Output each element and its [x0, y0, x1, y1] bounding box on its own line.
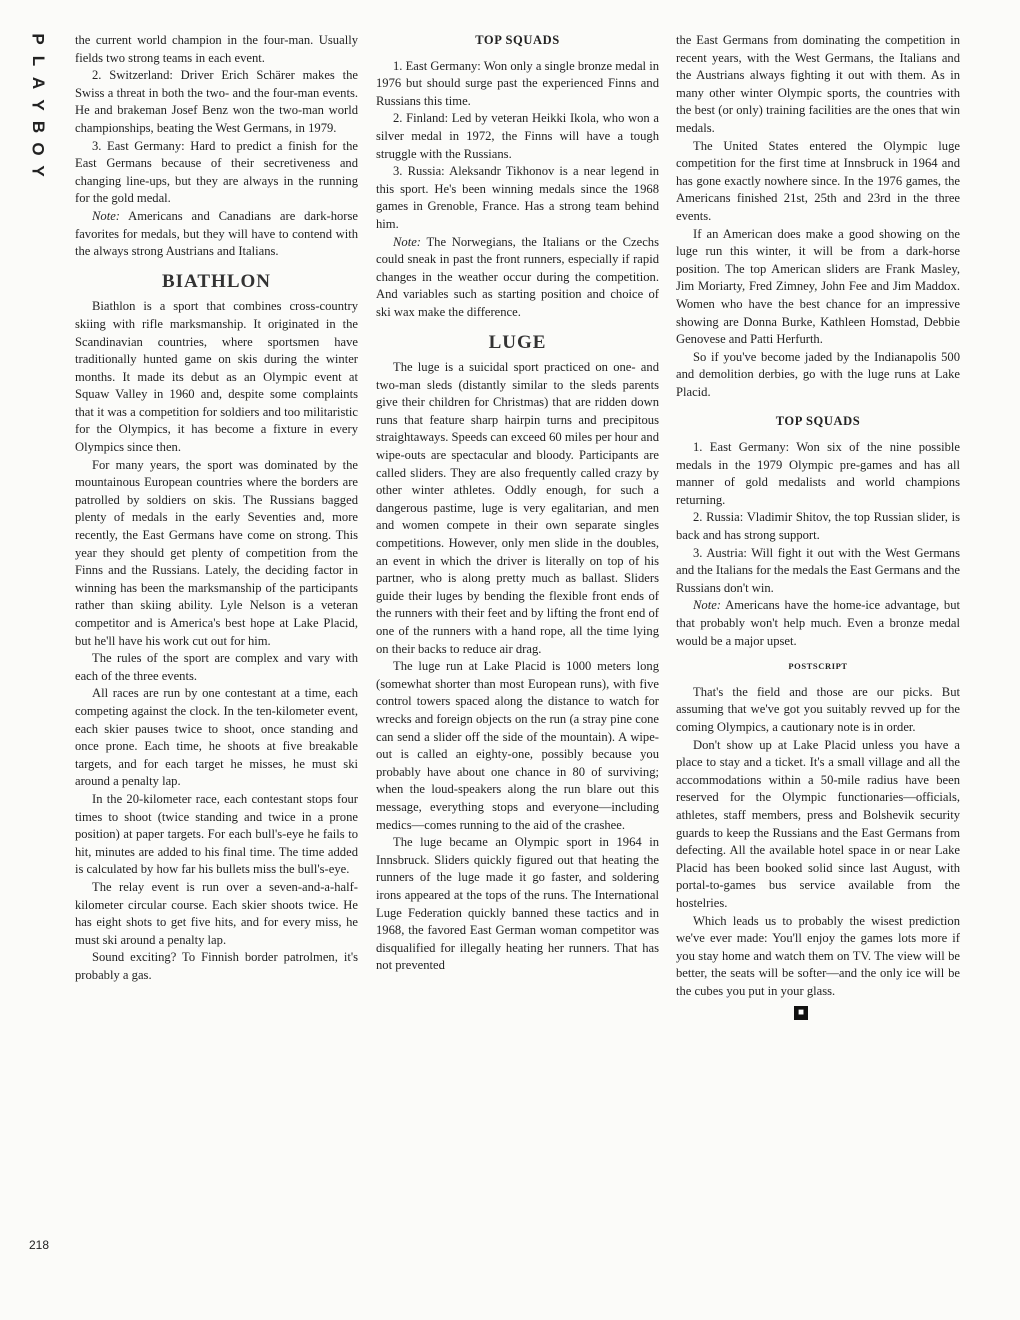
- paragraph: The luge is a suicidal sport practiced on one- and two-man sleds (distantly similar to the sleds parents give their children for Christmas) that are ridden down runs that feature sharp hairpin turns and precipitous straightaways. Speeds can exceed 60 miles per hour and wipe-outs are spectacular and bloody. Participants are called sliders. They are also frequently called crazy by other winter athletes. Oddly enough, for such a dangerous pastime, luge is very egalitarian, and men and women compete in their own separate singles competitions. However, only men slide in the doubles, an event in which the driver is literally on top of his partner, who is along pretty much as ballast. Sliders guide their luges by bending the flexible front ends of the runners with their feet and by lifting the front end of one of the runners with a hand rope, all the time lying on their backs to reduce air drag.: [376, 360, 659, 656]
- paragraph: the current world champion in the four-man. Usually fields two strong teams in each event.: [75, 33, 358, 65]
- column-3: [676, 32, 960, 1021]
- paragraph: So if you've become jaded by the Indianapolis 500 and demolition derbies, go with the luge runs at Lake Placid.: [676, 349, 960, 399]
- masthead-letter: Y: [29, 165, 48, 177]
- end-mark-rabbit-icon: ■: [676, 1000, 960, 1021]
- note-text: Americans have the home-ice advantage, but that probably won't help much. Even a bronze medal would be a major upset.: [676, 598, 960, 648]
- section-heading-luge: LUGE: [488, 331, 547, 353]
- paragraph: Which leads us to probably the wisest prediction we've ever made: You'll enjoy the games lots more if you stay home and watch them on TV. The view will be better, the seats will be softer—and the only ice will be the cubes you put in your glass.: [676, 913, 960, 998]
- paragraph: The United States entered the Olympic luge competition for the first time at Innsbruck in 1964 and has gone exactly nowhere since. In the 1976 games, the Americans finished 21st, 25th and 23rd in the three events.: [676, 138, 960, 223]
- column-2: [376, 32, 659, 975]
- note-text: The Norwegians, the Italians or the Czechs could sneak in past the front runners, especially if rapid changes in the weather occur during the competition. And variables such as starting position and choice of ski wax make the difference.: [376, 234, 659, 319]
- paragraph: 2. Switzerland: Driver Erich Schärer makes the Swiss a threat in both the two- and the four-man events. He and brakeman Josef Benz won the two-man world championships, beating the West Germans, in 1979.: [75, 68, 358, 135]
- paragraph: 3. Austria: Will fight it out with the West Germans and the Italians for the medals the East Germans and the Russians don't win.: [676, 545, 960, 595]
- note-paragraph: [376, 234, 659, 322]
- note-text: Americans and Canadians are dark-horse favorites for medals, but they will have to contend with the always strong Austrians and Italians.: [75, 208, 358, 259]
- masthead-letter: L: [28, 55, 48, 67]
- paragraph: The luge became an Olympic sport in 1964 in Innsbruck. Sliders quickly figured out that heating the runners of the luge made it go faster, and soldering irons appeared at the tops of the runs. The International Luge Federation quickly banned these tactics and in 1968, the favored East German woman competitor was disqualified for illegally heating her runners. That has not prevented: [376, 835, 659, 973]
- masthead-letter: A: [29, 76, 48, 90]
- paragraph: 3. East Germany: Hard to predict a finish for the East Germans because of their secretiveness and changing line-ups, but they are always in the running for the gold medal.: [75, 138, 358, 206]
- paragraph: Don't show up at Lake Placid unless you have a place to stay and a ticket. It's a small village and all the accommodations within a 50-mile radius have been reserved for the Olympic functionaries—officials, athletes, staff members, press and Bolshevik security guards to keep the Russians and the East Germans from defecting. All the available hotel space in or near Lake Placid has been booked solid since last August, with portal-to-games bus service available from the hostelries.: [676, 737, 960, 910]
- note-label: Note:: [693, 598, 721, 613]
- paragraph: All races are run by one contestant at a time, each competing against the clock. In the ten-kilometer event, each skier pauses twice to shoot, once standing and once prone. Each time, he shoots at five breakable targets, and for each target he misses, he must ski around a penalty lap.: [75, 686, 358, 789]
- paragraph: 2. Russia: Vladimir Shitov, the top Russian slider, is back and has strong support.: [676, 510, 960, 543]
- paragraph: 1. East Germany: Won six of the nine possible medals in the 1979 Olympic pre-games and has all manner of gold medalists and world champions returning.: [676, 440, 960, 507]
- page-number: 218: [29, 1238, 50, 1252]
- paragraph: Biathlon is a sport that combines cross-country skiing with rifle marksmanship. It originated in the Scandinavian countries, where sportsmen have traditionally hunted game on skis during the winter months. It made its debut as an Olympic event at Squaw Valley in 1960 and, despite some complaints that it was a competition for soldiers and too militaristic for the Olympics, it has become a fixture in every Olympics since then.: [75, 299, 358, 455]
- note-label: Note:: [393, 234, 421, 249]
- paragraph: the East Germans from dominating the competition in recent years, with the West Germans, the Italians and the Austrians always fighting it out with them. As in many other winter Olympic sports, the countries with the best (or only) training facilities are the ones that win medals.: [676, 33, 960, 135]
- note-label: Note:: [92, 208, 120, 223]
- section-heading-biathlon: BIATHLON: [161, 270, 271, 292]
- subheading-postscript: POSTSCRIPT: [788, 661, 848, 672]
- paragraph: For many years, the sport was dominated by the mountainous European countries where the borders are patrolled by soldiers on skis. The Russians bagged plenty of medals in the early Seventies and, more recently, the East Germans have come on strong. This year they should get plenty of competition from the Finns and the Russians. Lately, the deciding factor in winning has been the marksmanship of the participants rather than skiing ability. Lyle Nelson is a veteran competitor and is America's best hope at Lake Placid, but he'll have his work cut out for him.: [75, 457, 358, 648]
- paragraph: Sound exciting? To Finnish border patrolmen, it's probably a gas.: [75, 950, 358, 982]
- paragraph: 2. Finland: Led by veteran Heikki Ikola, who won a silver medal in 1972, the Finns will have a tough struggle with the Russians.: [376, 111, 659, 161]
- paragraph: That's the field and those are our picks. But assuming that we've got you suitably revved up for the coming Olympics, a cautionary note is in order.: [676, 684, 960, 734]
- paragraph: In the 20-kilometer race, each contestant stops four times to shoot (twice standing and twice in a prone position) at paper targets. For each bull's-eye he fails to hit, minutes are added to his final time. The time added is calculated by how far his bullets miss the bull's-eye.: [75, 791, 358, 877]
- subheading-top-squads: TOP SQUADS: [775, 414, 861, 429]
- masthead-letter: O: [28, 142, 48, 156]
- subheading-top-squads: TOP SQUADS: [475, 33, 560, 47]
- paragraph: The rules of the sport are complex and vary with each of the three events.: [75, 651, 358, 683]
- column-1: [75, 32, 358, 984]
- masthead: [28, 28, 48, 182]
- paragraph: 1. East Germany: Won only a single bronze medal in 1976 but should surge past the experienced Finns and Russians this time.: [376, 58, 659, 108]
- paragraph: The relay event is run over a seven-and-a-half-kilometer circular course. Each skier shoots twice. He has eight shots to get five hits, and for every miss, he must ski around a penalty lap.: [75, 879, 358, 947]
- note-paragraph: [75, 208, 358, 261]
- masthead-letter: Y: [29, 99, 48, 111]
- note-paragraph: [676, 597, 960, 650]
- paragraph: The luge run at Lake Placid is 1000 meters long (somewhat shorter than most European runs), with five control towers spaced along the distance to watch for wrecks and foreign objects on the run (a stray pine cone can send a slider off the side of the mountain). A wipe-out is called an eighty-one, possibly because you probably have about one chance in 80 of surviving; when the loud-speakers along the run blare out this message, everything stops and everyone—including medics—comes running to the aid of the crashee.: [376, 659, 659, 832]
- masthead-letter: B: [29, 120, 48, 134]
- paragraph: If an American does make a good showing on the luge run this winter, it will be from a dark-horse position. The top American sliders are Frank Masley, Jim Moriarty, Fred Zimney, John Fee and Jim Maddox. Women who have the best chance for an impressive showing are Donna Burke, Kathleen Homstad, Debbie Genovese and Patti Herfurth.: [676, 226, 960, 347]
- masthead-letter: P: [29, 33, 48, 45]
- paragraph: 3. Russia: Aleksandr Tikhonov is a near legend in this sport. He's been winning medals since the 1968 games in Grenoble, France. Has a strong team behind him.: [376, 164, 659, 231]
